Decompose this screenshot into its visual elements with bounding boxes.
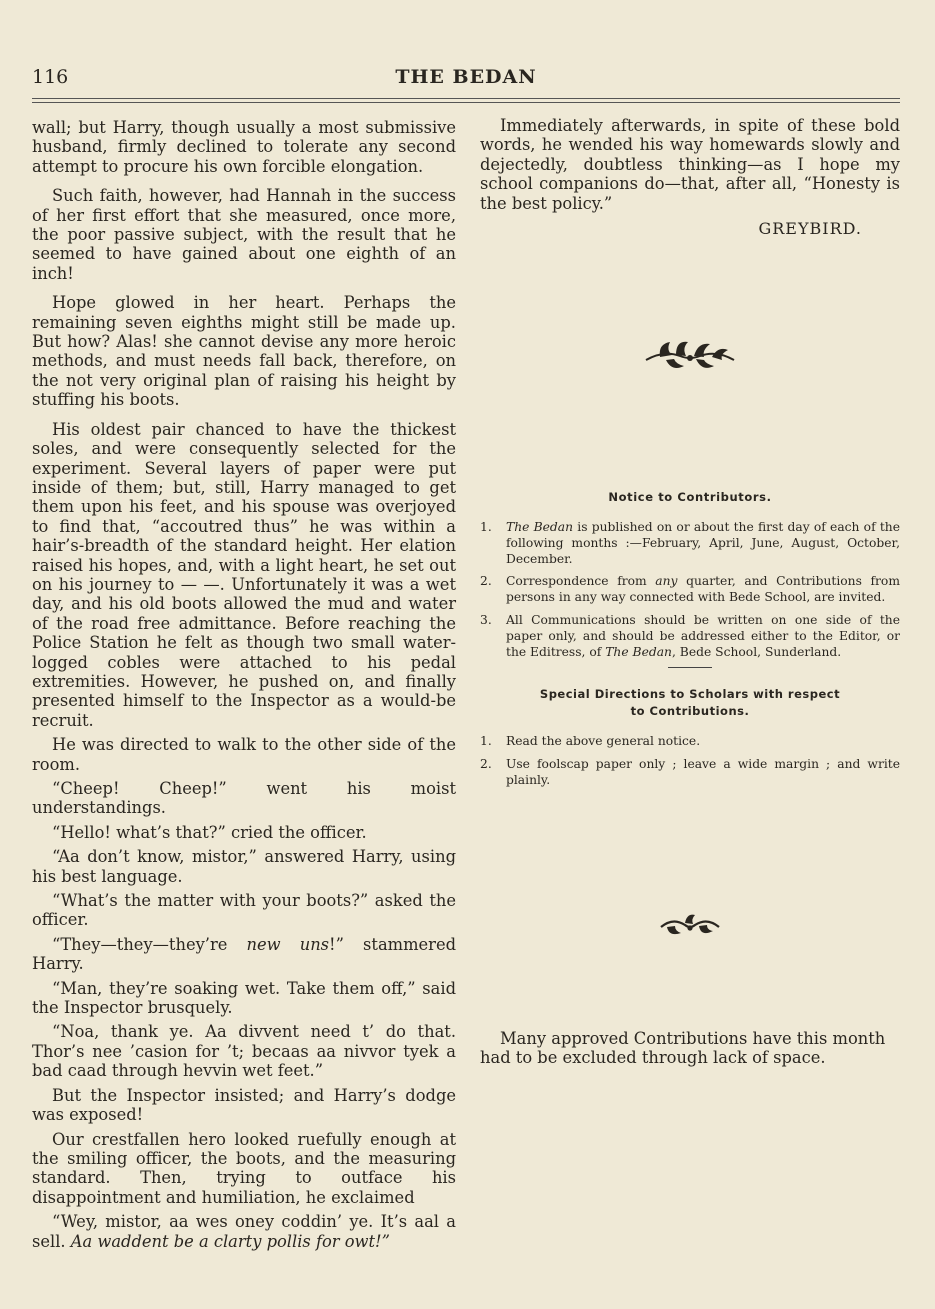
notice-item: [480, 574, 900, 606]
page-header: [32, 66, 900, 96]
notice-list: [480, 520, 900, 660]
publication-name: The Bedan: [506, 520, 574, 534]
text-run: “Wey, mistor, aa wes oney coddin’ ye. It’s aal a sell.: [32, 1212, 456, 1251]
emphasis-text: Aa waddent be a clarty pollis for owt!”: [70, 1231, 390, 1251]
direction-item: [480, 734, 900, 750]
page-number: 116: [32, 66, 69, 88]
story-paragraph: wall; but Harry, though usually a most submissive husband, firmly declined to tolerate any second attempt to procure his own forcible elongation.: [32, 118, 456, 176]
text-run: Correspondence from: [506, 574, 656, 589]
special-directions-list: [480, 734, 900, 788]
item-number: 3.: [480, 612, 492, 627]
story-paragraph: But the Inspector insisted; and Harry’s dodge was exposed!: [32, 1085, 456, 1125]
text-run: , Bede School, Sunderland.: [671, 644, 842, 659]
special-directions-title: [480, 686, 900, 720]
story-paragraph: “Noa, thank ye. Aa divvent need t’ do that. Thor’s nee ’casion for ’t; becaas aa nivvor tyek a bad caad through hevvin wet feet.”: [32, 1022, 456, 1081]
story-paragraph: Hope glowed in her heart. Perhaps the remaining seven eighths might still be made up. But how? Alas! she cannot devise any more heroic methods, and must needs fall back, therefore, on the not very original plan of raising his height by stuffing his boots.: [32, 293, 456, 410]
text-run: “They—they—they’re: [52, 934, 247, 954]
title-line: to Contributions.: [630, 704, 750, 719]
direction-item: [480, 757, 900, 789]
notice-item: [480, 613, 900, 660]
text-run: quarter, and Contributions from persons in any way connected with Bede School, are invited.: [506, 574, 900, 605]
section-divider: [668, 667, 712, 668]
story-paragraph: His oldest pair chanced to have the thickest soles, and were consequently selected for the experiment. Several layers of paper were put inside of them; but, still, Harry managed to get them upon his feet, and his spouse was overjoyed to find that, “accoutred thus” he was within a hair’s-breadth of the standard height. Her elation raised his hopes, and, with a light heart, he set out on his journey to — —. Unfortunately it was a wet day, and his old boots allowed the mud and water of the road free admittance. Before reaching the Police Station he felt as though two small water-logged cobles were attached to his pedal extremities. However, he pushed on, and finally presented himself to the Inspector as a would-be recruit.: [32, 419, 456, 730]
direction-text: Read the above general notice.: [506, 734, 701, 749]
small-ornament-icon: [480, 911, 900, 943]
item-number: 2.: [480, 574, 492, 589]
story-paragraph: “Aa don’t know, mistor,” answered Harry, using his best language.: [32, 847, 456, 886]
story-paragraph: Such faith, however, had Hannah in the success of her first effort that she measured, once more, the poor passive subject, with the result that he seemed to have gained about one eighth of an inch!: [32, 186, 456, 283]
editorial-note: Many approved Contributions have this month had to be excluded through lack of space.: [480, 1029, 886, 1068]
journal-title: THE BEDAN: [395, 66, 537, 88]
floral-ornament-icon: [480, 336, 900, 380]
story-paragraph: “What’s the matter with your boots?” asked the officer.: [32, 891, 456, 930]
text-run: All Communications should be written on one side of the paper only, and should be addressed either to the Editor, or the Editress, of: [506, 612, 900, 659]
item-number: 1.: [480, 734, 492, 749]
story-paragraph: “Hello! what’s that?” cried the officer.: [52, 822, 367, 842]
text-run: !” stammered Harry.: [32, 934, 457, 974]
story-left-column: [32, 118, 456, 1256]
story-paragraph: Our crestfallen hero looked ruefully enough at the smiling officer, the boots, and the measuring standard. Then, trying to outface his disappointment and humiliation, he exclaimed: [32, 1129, 456, 1207]
direction-text: Use foolscap paper only ; leave a wide margin ; and write plainly.: [506, 757, 900, 787]
title-line: Special Directions to Scholars with respect: [539, 687, 841, 702]
emphasis-text: any: [655, 574, 678, 589]
story-ending: Immediately afterwards, in spite of these bold words, he wended his way homewards slowly and dejectedly, doubtless thinking—as I hope my school companions do—that, after all, “Honesty is the best policy.”: [480, 116, 900, 213]
author-signature: GREYBIRD.: [758, 219, 862, 239]
header-rule: [32, 98, 900, 99]
text-run: is published on or about the first day of each of the following months :—February, April, June, August, October, December.: [506, 520, 900, 566]
notice-item: [480, 520, 900, 567]
emphasis-text: new uns: [246, 934, 330, 954]
story-paragraph-last: [32, 1212, 456, 1251]
item-number: 2.: [480, 757, 492, 772]
notice-title: Notice to Contributors.: [608, 490, 772, 504]
right-column: [480, 116, 900, 1068]
item-number: 1.: [480, 520, 492, 534]
notice-to-contributors: [480, 490, 900, 796]
story-paragraph-new-uns: [32, 935, 456, 974]
header-rule-thin: [32, 102, 900, 103]
story-paragraph: “Cheep! Cheep!” went his moist understandings.: [32, 779, 456, 818]
publication-name: The Bedan: [605, 644, 672, 659]
story-paragraph: “Man, they’re soaking wet. Take them off,” said the Inspector brusquely.: [32, 978, 456, 1018]
story-paragraph: He was directed to walk to the other side of the room.: [32, 735, 456, 774]
